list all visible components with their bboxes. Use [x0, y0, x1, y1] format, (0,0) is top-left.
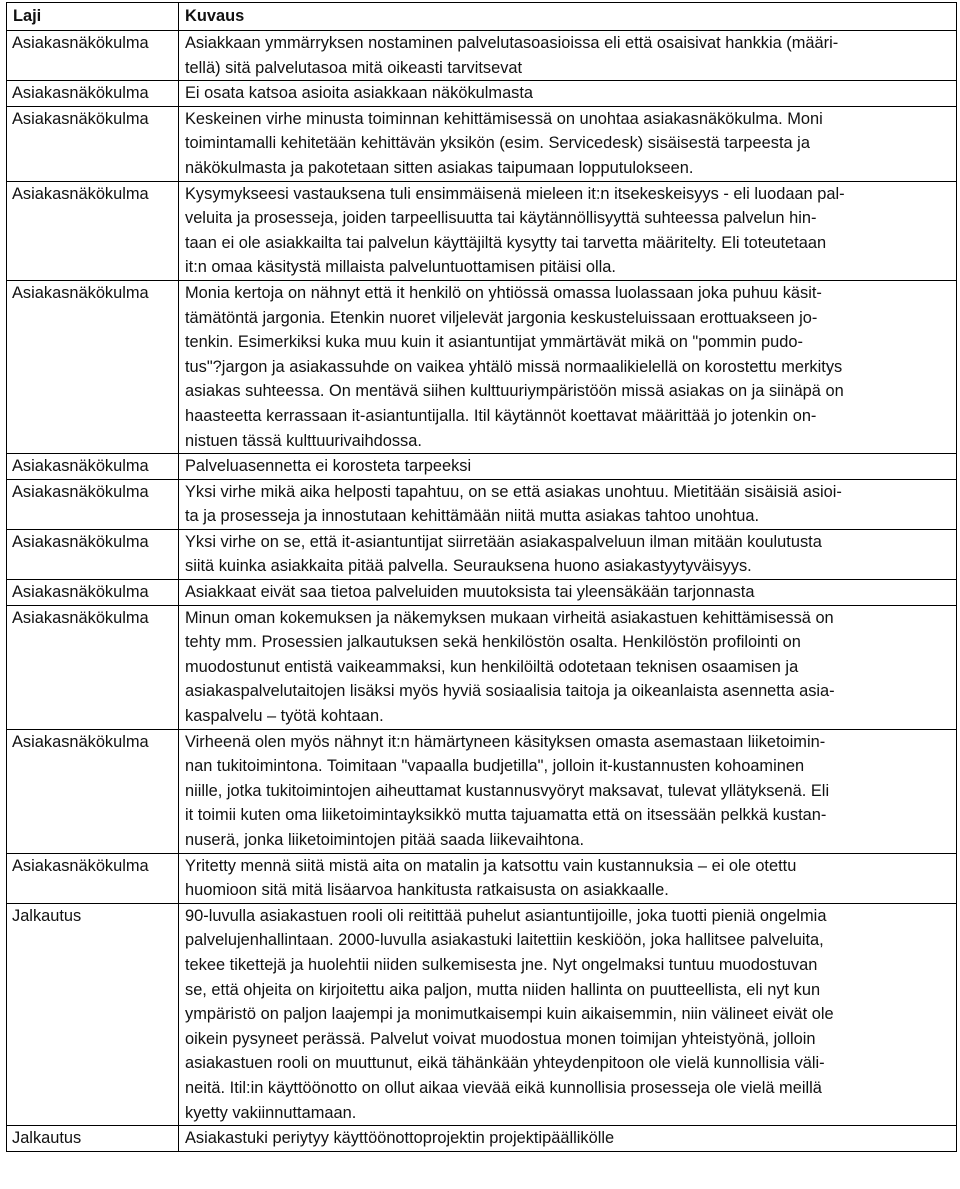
description-line: se, että ohjeita on kirjoitettu aika paljon, mutta niiden hallinta on puutteellista, eli nyt kun: [185, 980, 821, 999]
description-line: näkökulmasta ja pakotetaan sitten asiakas taipumaan lopputulokseen.: [185, 158, 694, 177]
table-row: [7, 181, 957, 280]
table-row: [7, 280, 957, 453]
description-line: Keskeinen virhe minusta toiminnan kehittämisessä on unohtaa asiakasnäkökulma. Moni: [185, 109, 823, 128]
description-cell: [179, 181, 957, 280]
description-line: Asiakkaat eivät saa tietoa palveluiden muutoksista tai yleensäkään tarjonnasta: [185, 583, 755, 602]
description-line: Asiakkaan ymmärryksen nostaminen palvelutasoasioissa eli että osaisivat hankkia (määri-: [185, 34, 839, 52]
table-header-row: [7, 3, 957, 31]
table-row: [7, 529, 957, 579]
description-line: nan tukitoimintona. Toimitaan "vapaalla budjetilla", jolloin it-kustannusten kohoaminen: [185, 757, 805, 776]
category-cell: Asiakasnäkökulma: [7, 81, 179, 107]
description-line: kaspalvelu – työtä kohtaan.: [185, 707, 384, 726]
description-line: niille, jotka tukitoimintojen aiheuttamat kustannusvyöryt maksavat, tulevat yllätyksenä. Eli: [185, 781, 830, 800]
category-cell: Asiakasnäkökulma: [7, 729, 179, 853]
category-cell: Asiakasnäkökulma: [7, 280, 179, 453]
category-cell: Jalkautus: [7, 1126, 179, 1152]
category-cell: Jalkautus: [7, 903, 179, 1125]
description-line: tenkin. Esimerkiksi kuka muu kuin it asiantuntijat ymmärtävät mikä on "pommin pudo-: [185, 333, 803, 352]
header-kuvaus: Kuvaus: [179, 3, 957, 31]
description-line: it toimii kuten oma liiketoimintayksikkö mutta tajuamatta että on itsessään pelkkä kustan-: [185, 806, 827, 825]
description-cell: [179, 1126, 957, 1152]
description-line: tehty mm. Prosessien jalkautuksen sekä henkilöstön osalta. Henkilöstön profilointi on: [185, 633, 801, 652]
description-cell: [179, 580, 957, 606]
description-line: Virheenä olen myös nähnyt it:n hämärtyneen käsityksen omasta asemastaan liiketoimin-: [185, 732, 826, 751]
table-row: [7, 31, 957, 81]
description-line: nistuen tässä kulttuurivaihdossa.: [185, 431, 422, 450]
table-row: [7, 81, 957, 107]
description-cell: [179, 280, 957, 453]
description-line: 90-luvulla asiakastuen rooli oli reitittää puhelut asiantuntijoille, joka tuotti pieniä ongelmia: [185, 906, 827, 925]
table-row: [7, 903, 957, 1125]
description-line: oikein pysyneet perässä. Palvelut voivat muodostua monen toimijan yhteistyönä, jolloin: [185, 1029, 816, 1048]
description-line: tus"?jargon ja asiakassuhde on vaikea yhtälö missä normaalikielellä on korostettu merkitys: [185, 357, 843, 376]
category-cell: Asiakasnäkökulma: [7, 181, 179, 280]
description-line: taan ei ole asiakkailta tai palvelun käyttäjiltä kysytty tai tarvetta määritelty. Eli toteutetaan: [185, 233, 827, 252]
description-line: nuserä, jonka liiketoimintojen pitää saada liikevaihtona.: [185, 831, 585, 849]
header-laji: Laji: [7, 3, 179, 31]
description-line: Yksi virhe mikä aika helposti tapahtuu, on se että asiakas unohtuu. Mietitään sisäisiä asioi-: [185, 482, 842, 501]
category-cell: Asiakasnäkökulma: [7, 853, 179, 903]
description-line: ympäristö on paljon laajempi ja monimutkaisempi kuin aikaisemmin, niin välineet eivät ole: [185, 1005, 834, 1024]
table-row: [7, 454, 957, 480]
description-line: tämätöntä jargonia. Etenkin nuoret viljelevät jargonia keskusteluissaan erottuakseen jo-: [185, 308, 818, 327]
description-cell: [179, 529, 957, 579]
description-cell: [179, 853, 957, 903]
category-cell: Asiakasnäkökulma: [7, 479, 179, 529]
description-line: it:n omaa käsitystä millaista palveluntuottamisen pitäisi olla.: [185, 258, 616, 277]
description-cell: [179, 106, 957, 181]
description-line: Ei osata katsoa asioita asiakkaan näkökulmasta: [185, 84, 534, 103]
description-line: toimintamalli kehitetään kehittävän yksikön (esim. Servicedesk) sisäisestä tarpeesta ja: [185, 134, 810, 153]
table-body: [7, 31, 957, 1152]
description-line: asiakaspalvelutaitojen lisäksi myös hyviä sosiaalisia taitoja ja oikeanlaista asennetta asia-: [185, 682, 835, 701]
description-line: siitä kuinka asiakkaita pitää palvella. Seurauksena huono asiakastyytyväisyys.: [185, 557, 752, 576]
description-line: Palveluasennetta ei korosteta tarpeeksi: [185, 457, 472, 476]
table-row: [7, 479, 957, 529]
description-line: Minun oman kokemuksen ja näkemyksen mukaan virheitä asiakastuen kehittämisessä on: [185, 608, 834, 627]
table-row: [7, 853, 957, 903]
category-cell: Asiakasnäkökulma: [7, 31, 179, 81]
description-line: Yritetty mennä siitä mistä aita on matalin ja katsottu vain kustannuksia – ei ole otettu: [185, 856, 797, 875]
description-line: Yksi virhe on se, että it-asiantuntijat siirretään asiakaspalveluun ilman mitään koulutusta: [185, 532, 822, 551]
description-cell: [179, 479, 957, 529]
description-cell: [179, 31, 957, 81]
category-cell: Asiakasnäkökulma: [7, 605, 179, 729]
feedback-table: [6, 2, 957, 1152]
table-row: [7, 605, 957, 729]
category-cell: Asiakasnäkökulma: [7, 106, 179, 181]
category-cell: Asiakasnäkökulma: [7, 529, 179, 579]
description-line: veluita ja prosesseja, joiden tarpeellisuutta tai käytännöllisyyttä suhteessa palvelun hin-: [185, 209, 817, 228]
description-line: muodostunut entistä vaikeammaksi, kun henkilöiltä odotetaan teknisen osaamisen ja: [185, 657, 799, 676]
description-line: huomioon sitä mitä lisäarvoa hankitusta ratkaisusta on asiakkaalle.: [185, 881, 669, 900]
description-line: neitä. Itil:in käyttöönotto on ollut aikaa vievää eikä kunnollisia prosesseja ole vielä meillä: [185, 1078, 822, 1097]
description-cell: [179, 605, 957, 729]
description-line: asiakastuen rooli on muuttunut, eikä tähänkään yhteydenpitoon ole vielä kunnollisia väli-: [185, 1054, 825, 1073]
description-cell: [179, 81, 957, 107]
description-line: Monia kertoja on nähnyt että it henkilö on yhtiössä omassa luolassaan joka puhuu käsit-: [185, 283, 822, 302]
description-line: tekee tikettejä ja huolehtii niiden sulkemisesta jne. Nyt ongelmaksi tuntuu muodostuvan: [185, 955, 818, 974]
description-line: asiakas suhteessa. On mentävä siihen kulttuuriympäristöön missä asiakas on ja siinäpä on: [185, 382, 844, 401]
description-cell: [179, 903, 957, 1125]
description-line: haasteetta kerrassaan it-asiantuntijalla. Itil käytännöt koettavat määrittää jo jotenkin on-: [185, 406, 817, 425]
description-line: ta ja prosesseja ja innostutaan kehittämään niitä mutta asiakas tahtoo unohtua.: [185, 507, 760, 526]
table-row: [7, 106, 957, 181]
description-cell: [179, 729, 957, 853]
category-cell: Asiakasnäkökulma: [7, 454, 179, 480]
table-row: [7, 580, 957, 606]
description-line: Kysymykseesi vastauksena tuli ensimmäisenä mieleen it:n itsekeskeisyys - eli luodaan pal-: [185, 184, 845, 203]
description-line: tellä) sitä palvelutasoa mitä oikeasti tarvitsevat: [185, 58, 523, 77]
description-cell: [179, 454, 957, 480]
description-line: Asiakastuki periytyy käyttöönottoprojektin projektipäällikölle: [185, 1129, 615, 1148]
table-row: [7, 729, 957, 853]
description-line: palvelujenhallintaan. 2000-luvulla asiakastuki laitettiin keskiöön, joka hallitsee palveluita,: [185, 931, 824, 950]
description-line: kyetty vakiinnuttamaan.: [185, 1103, 357, 1122]
category-cell: Asiakasnäkökulma: [7, 580, 179, 606]
table-row: [7, 1126, 957, 1152]
